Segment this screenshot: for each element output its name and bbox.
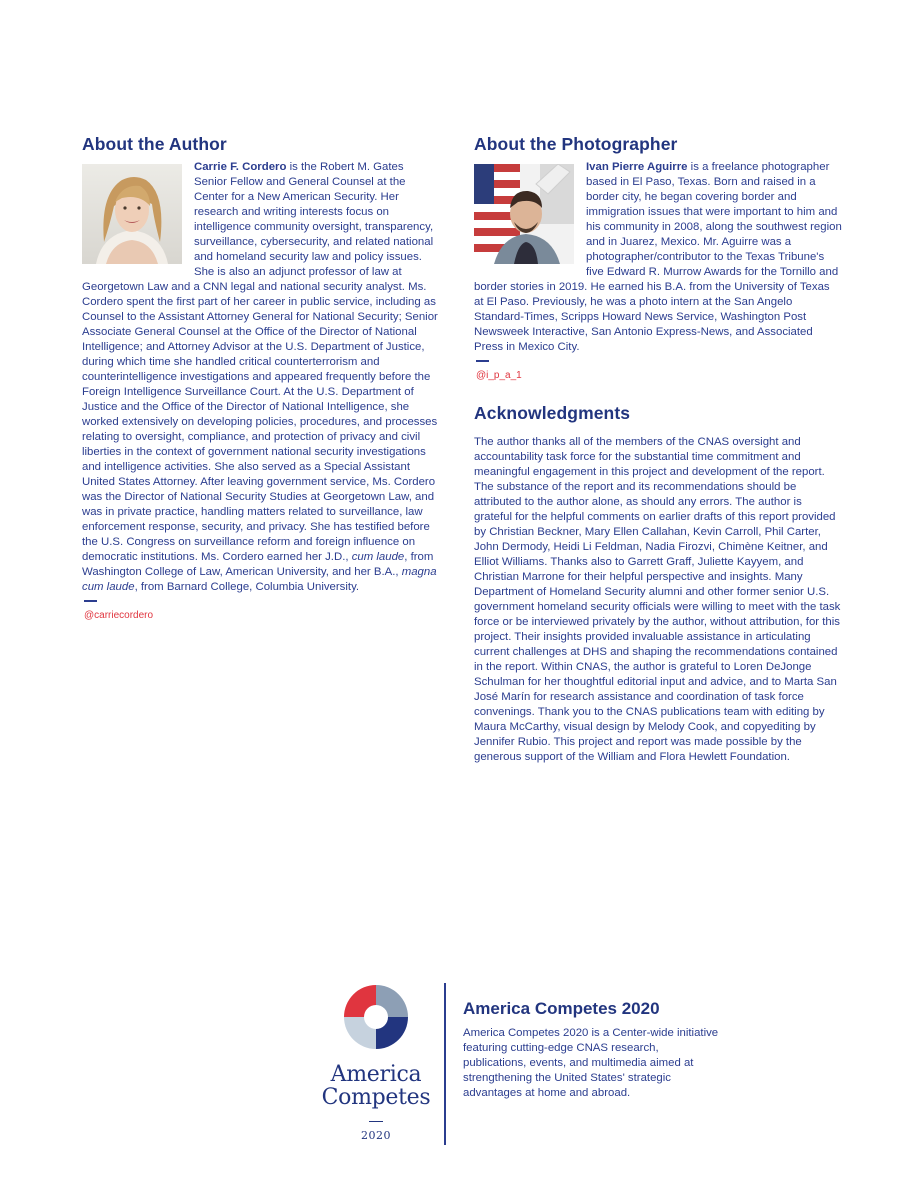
vertical-divider [444, 983, 446, 1145]
logo-line-1: America [330, 1062, 422, 1087]
logo-ring-icon [318, 984, 434, 1050]
author-name: Carrie F. Cordero [194, 161, 287, 173]
author-honor-1: cum laude [351, 551, 405, 563]
author-bio-text-3: , from Barnard College, Columbia University. [134, 581, 360, 593]
author-bio-text-2: , from Washington College of Law, American University, and her B.A., [82, 551, 434, 578]
america-competes-description: America Competes 2020 is a Center-wide initiative featuring cutting-edge CNAS research, publications, events, and multimedia aimed at strengthening the United States' strategic advantages at home and abroad. [463, 1027, 719, 1099]
logo-year: 2020 [361, 1129, 391, 1142]
photographer-name: Ivan Pierre Aguirre [586, 161, 688, 173]
about-photographer-heading: About the Photographer [474, 134, 678, 154]
photographer-photo [474, 164, 574, 264]
logo-dash [369, 1121, 383, 1122]
logo-wordmark [318, 1063, 434, 1109]
acknowledgments-text: The author thanks all of the members of the CNAS oversight and accountability task force for the substantial time commitment and meaningful engagement in this project and development of the report. The substance of the report and its recommendations should be attributed to the author alone, as should any errors. The author is grateful for the helpful comments on earlier drafts of this report provided by Christian Beckner, Mary Ellen Callahan, Kevin Carroll, Phil Carter, John Dermody, Heidi Li Feldman, Nadia Firozvi, Chimène Keitner, and Elliot Williams. Thanks also to Garrett Graff, Juliette Kayyem, and Christian Marrone for their helpful perspective and insights. Many Department of Homeland Security alumni and other former senior U.S. government homeland security officials were willing to meet with the task force or be interviewed privately by the author, without attribution, for this project. Their insights provided invaluable assistance in articulating current challenges at DHS and shaping the recommendations contained in the report. Within CNAS, the author is grateful to Loren DeJonge Schulman for her thoughtful editorial input and advice, and to Marta San José Marín for research assistance and coordination of task force convenings. Thank you to the CNAS publications team with editing by Maura McCarthy, visual design by Melody Cook, and copyediting by Jennifer Rubio. This project and report was made possible by the generous support of the William and Flora Hewlett Foundation. [474, 436, 841, 763]
logo-line-2: Competes [321, 1085, 431, 1110]
author-twitter-handle[interactable]: @carriecordero [84, 610, 154, 621]
author-bio [82, 160, 438, 595]
photographer-divider [476, 360, 489, 362]
america-competes-title: America Competes 2020 [463, 999, 660, 1018]
photographer-bio-text: is a freelance photographer based in El Paso, Texas. Born and raised in a border city, he began covering border and immigration issues that were important to him and his community in 2008, along the southwest region and in Juarez, Mexico. Mr. Aguirre was a photographer/contributor to the Texas Tribune's five Edward R. Murrow Awards for the Tornillo and border stories in 2019. He earned his B.A. from the University of Texas at El Paso. Previously, he was a photo intern at the San Angelo Standard-Times, Scripps Howard News Service, Washington Post Newsweek Interactive, San Antonio Express-News, and Associated Press in Mexico City. [474, 161, 842, 353]
photographer-bio [474, 160, 842, 355]
author-bio-text: is the Robert M. Gates Senior Fellow and General Counsel at the Center for a New American Security. Her research and writing interests focus on intelligence community oversight, transparency, surveillance, cybersecurity, and related national and homeland security law and policy issues. She is also an adjunct professor of law at Georgetown Law and a CNN legal and national security analyst. Ms. Cordero spent the first part of her career in public service, including as Counsel to the Assistant Attorney General for National Security; Senior Associate General Counsel at the Office of the Director of National Intelligence; and Attorney Advisor at the U.S. Department of Justice, during which time she handled critical counterterrorism and counterintelligence investigations and appeared frequently before the Foreign Intelligence Surveillance Court. At the U.S. Department of Justice and the Office of the Director of National Intelligence, she worked extensively on developing policies, procedures, and processes relating to oversight, compliance, and protection of privacy and civil liberties in the context of government national security investigations and intelligence activities. She also served as a Special Assistant United States Attorney. After leaving government service, Ms. Cordero was the Director of National Security Studies at Georgetown Law, and was in private practice, handling matters related to surveillance, law enforcement response, security, and privacy. She has testified before the U.S. Congress on surveillance reform and foreign influence on democratic institutions. Ms. Cordero earned her J.D., [82, 161, 438, 563]
author-divider [84, 600, 97, 602]
america-competes-logo [318, 984, 434, 1142]
acknowledgments-heading: Acknowledgments [474, 403, 631, 423]
right-column [474, 134, 842, 765]
about-author-section [82, 134, 438, 621]
author-honor-2: magna cum laude [82, 566, 437, 593]
about-author-heading: About the Author [82, 134, 227, 154]
photographer-twitter-handle[interactable]: @i_p_a_1 [476, 370, 522, 381]
author-photo [82, 164, 182, 264]
america-competes-block [463, 998, 723, 1101]
